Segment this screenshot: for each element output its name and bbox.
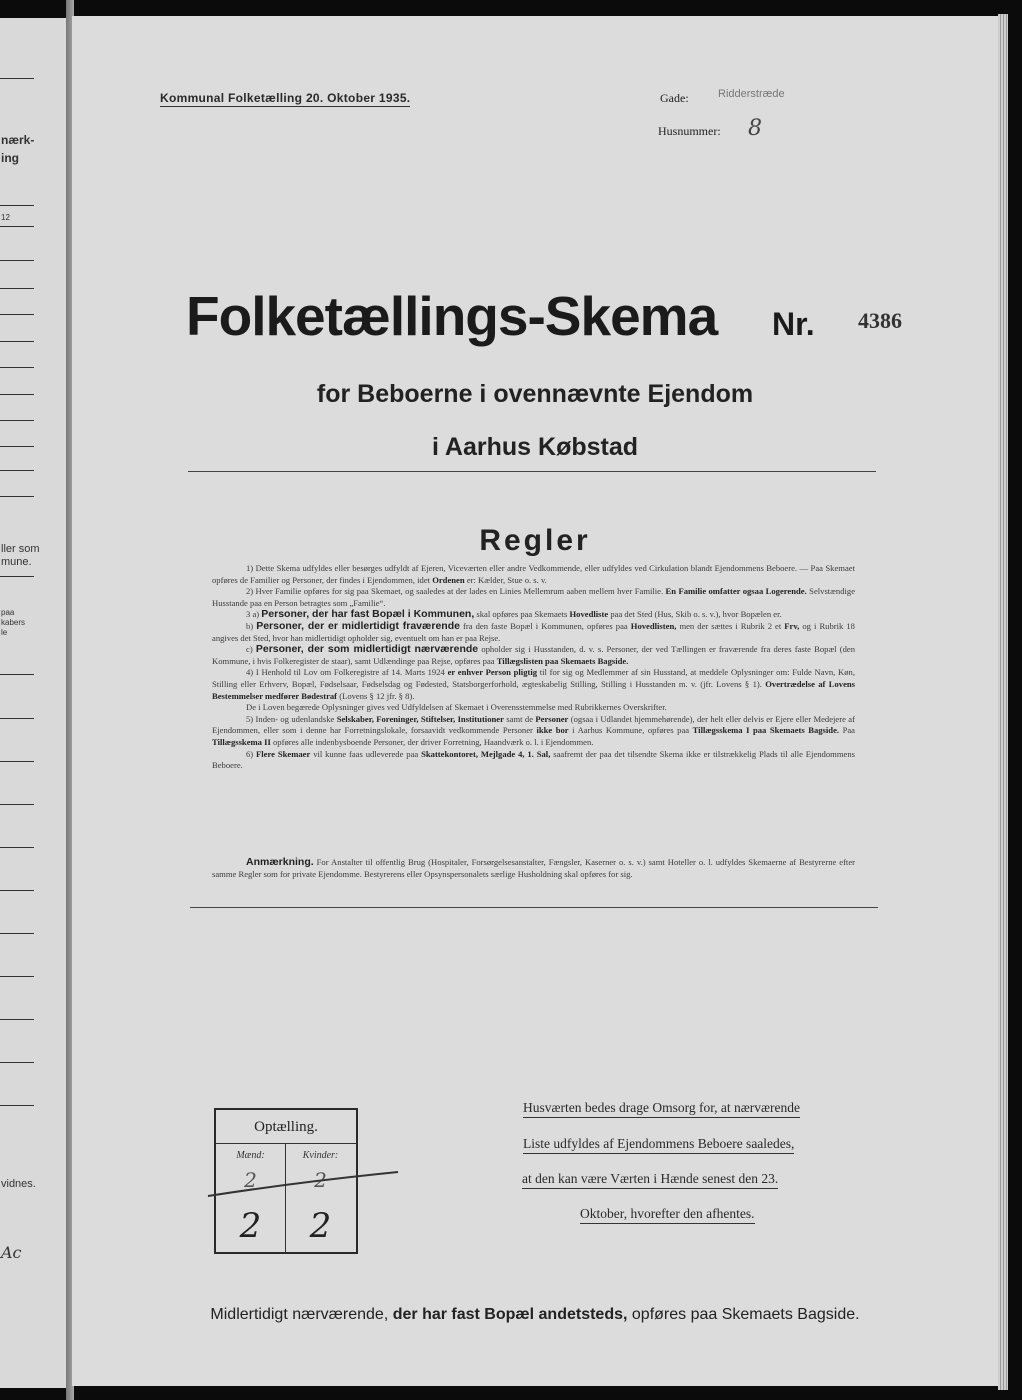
left-fragment-text: paa	[1, 608, 15, 617]
strike-through-line	[208, 1170, 398, 1200]
instruction-line-2: Liste udfyldes af Ejendommens Beboere saaledes,	[523, 1136, 794, 1154]
form-number: 4386	[858, 308, 902, 333]
form-number-label: Nr.	[772, 306, 815, 342]
rule	[0, 226, 34, 227]
rule	[0, 576, 34, 577]
left-fragment-handwriting: Ac	[1, 1243, 22, 1262]
rule-5: 5) Inden- og udenlandske Selskaber, Foreninger, Stiftelser, Institutioner samt de Personer (ogsaa i Udlandet hjemmehørende), der helt eller delvis er Ejere eller Medejere af Ejendommen, eller som i denne har Forretningslokale, forsaavidt vedkommende Personer ikke bor i Aarhus Kommune, opføres paa Tillægsskema I paa Skemaets Bagside. Paa Tillægsskema II opføres alle indenbysboende Personer, der driver Forretning, Haandværk o. l. i Ejendommen.	[212, 713, 855, 747]
rule	[0, 314, 34, 315]
men-column-label: Mænd:	[236, 1150, 265, 1161]
left-fragment-text: le	[1, 628, 8, 637]
page-stack-edge	[998, 14, 1008, 1390]
instruction-line-1: Husværten bedes drage Omsorg for, at nærværende	[523, 1100, 800, 1118]
rules-heading: Regler	[479, 524, 591, 557]
rule	[0, 1062, 34, 1063]
rule	[0, 496, 34, 497]
instruction-line-4: Oktober, hvorefter den afhentes.	[580, 1206, 755, 1224]
divider	[190, 907, 878, 908]
rule	[0, 394, 34, 395]
rule-3c: c) Personer, der som midlertidigt nærværende opholder sig i Husstanden, d. v. s. Personer, der ved Tællingen er fraværende fra deres faste Bopæl (den Kommune, i hvis Folkeregister de staar), samt Udlændinge paa Rejse, opføres paa Tillægslisten paa Skemaets Bagside.	[212, 643, 856, 666]
left-fragment-text: mune.	[1, 556, 32, 568]
rule	[0, 367, 34, 368]
rule	[0, 260, 34, 261]
rule-6: 6) Flere Skemaer vil kunne faas udleverede paa Skattekontoret, Mejlgade 4, 1. Sal, saafremt der paa det tilsendte Skema ikke er tilstrækkelig Plads til alle Ejendommens Beboere.	[212, 748, 855, 771]
rule-4: 4) I Henhold til Lov om Folkeregistre af 14. Marts 1924 er enhver Person pligtig til for sig og Medlemmer af sin Husstand, at meddele Oplysninger om: Fulde Navn, Køn, Stilling eller Erhverv, Bopæl, Fødselsaar, Fødselsdag og Fødested, Statsborgerforhold, ægteskabelig Stilling, Stilling i Husstanden m. v. (jfr. Lovens § 1). Overtrædelse af Lovens Bestemmelser medfører Bødestraf (Lovens § 12 jfr. § 8).	[212, 667, 856, 701]
rule	[0, 288, 34, 289]
street-value-stamp: Ridderstræde	[718, 88, 785, 100]
left-fragment-text: kabers	[1, 618, 26, 627]
count-box-title: Optælling.	[254, 1119, 318, 1135]
left-fragment-text: vidnes.	[1, 1178, 36, 1190]
rule	[0, 470, 34, 471]
women-count: 2	[309, 1206, 332, 1246]
rule	[0, 761, 34, 762]
left-fragment-text: nærk-	[1, 133, 35, 147]
women-count-crossed: 2	[314, 1168, 327, 1192]
form-title: Folketællings-Skema	[186, 285, 718, 347]
form-subtitle: for Beboerne i ovennævnte Ejendom	[316, 380, 754, 408]
instruction-line-3: at den kan være Værten i Hænde senest den 23.	[522, 1171, 778, 1189]
left-fragment-text: ing	[1, 151, 19, 165]
form-subtitle-city: i Aarhus Købstad	[431, 433, 639, 461]
rule-4-continued: De i Loven begærede Oplysninger gives ved Udfyldelsen af Skemaet i Overensstemmelse med Rubrikkernes Overskrifter.	[246, 702, 667, 713]
rule-3a: 3 a) Personer, der har fast Bopæl i Kommunen, skal opføres paa Skemaets Hovedliste paa det Sted (Hus, Skib o. s. v.), hvor Bopælen er.	[246, 608, 782, 621]
census-date-line: Kommunal Folketælling 20. Oktober 1935.	[160, 91, 411, 105]
remark-label: Anmærkning.	[246, 856, 314, 868]
rule	[0, 420, 34, 421]
rule	[0, 674, 34, 675]
footer-note: Midlertidigt nærværende, der har fast Bopæl andetsteds, opføres paa Skemaets Bagside.	[210, 1306, 860, 1323]
rule	[0, 933, 34, 934]
left-fragment-text: 12	[1, 213, 10, 222]
men-count-crossed: 2	[244, 1168, 257, 1192]
rule	[0, 1019, 34, 1020]
rule	[0, 205, 34, 206]
rule-3b: b) Personer, der er midlertidigt fraværende fra den faste Bopæl i Kommunen, opføres paa Hovedlisten, men der sættes i Rubrik 2 et Frv, og i Rubrik 18 angives det Sted, hvor han midlertidigt opholder sig, eventuelt om han er paa Rejse.	[212, 619, 855, 643]
left-page-fragment	[0, 18, 66, 1388]
left-fragment-text: ller som	[1, 543, 40, 555]
rule	[0, 890, 34, 891]
rule	[0, 341, 34, 342]
women-column-label: Kvinder:	[302, 1150, 339, 1161]
rules-text	[212, 563, 855, 772]
divider	[188, 471, 876, 472]
count-box	[214, 1108, 358, 1254]
remark-text: Anmærkning. For Anstalter til offentlig Brug (Hospitaler, Forsørgelsesanstalter, Fængsler, Kaserner o. s. v.) samt Hoteller o. l. udfyldes Skemaerne af Bestyrerne efter samme Regler som for private Ejendomme. Bestyrerens eller Opsynspersonalets særlige Husholdning skal opføres for sig.	[212, 856, 855, 879]
rule	[0, 847, 34, 848]
rule	[0, 1105, 34, 1106]
rule-1: 1) Dette Skema udfyldes eller besørges udfyldt af Ejeren, Viceværten eller andre Vedkommende, eller udfyldes ved Cirkulation blandt Ejendommens Beboere. — Paa Skemaet opføres de Familier og Personer, der findes i Ejendommen, idet Ordenen er: Kælder, Stue o. s. v.	[212, 563, 855, 585]
count-box-divider	[216, 1143, 356, 1144]
rule-2: 2) Hver Familie opføres for sig paa Skemaet, og saaledes at der lades en Linies Mellemrum aaben mellem hver Familie. En Familie omfatter ogsaa Logerende. Selvstændige Husstande paa en Person betragtes som „Familie“.	[212, 586, 856, 608]
men-count: 2	[239, 1206, 262, 1246]
rule	[0, 78, 34, 79]
house-number-label: Husnummer:	[658, 124, 721, 138]
rule	[0, 976, 34, 977]
house-number-handwritten: 8	[748, 116, 762, 141]
rule	[0, 804, 34, 805]
census-form-page	[72, 16, 998, 1386]
street-label: Gade:	[660, 91, 689, 105]
rule	[0, 718, 34, 719]
rule	[0, 446, 34, 447]
